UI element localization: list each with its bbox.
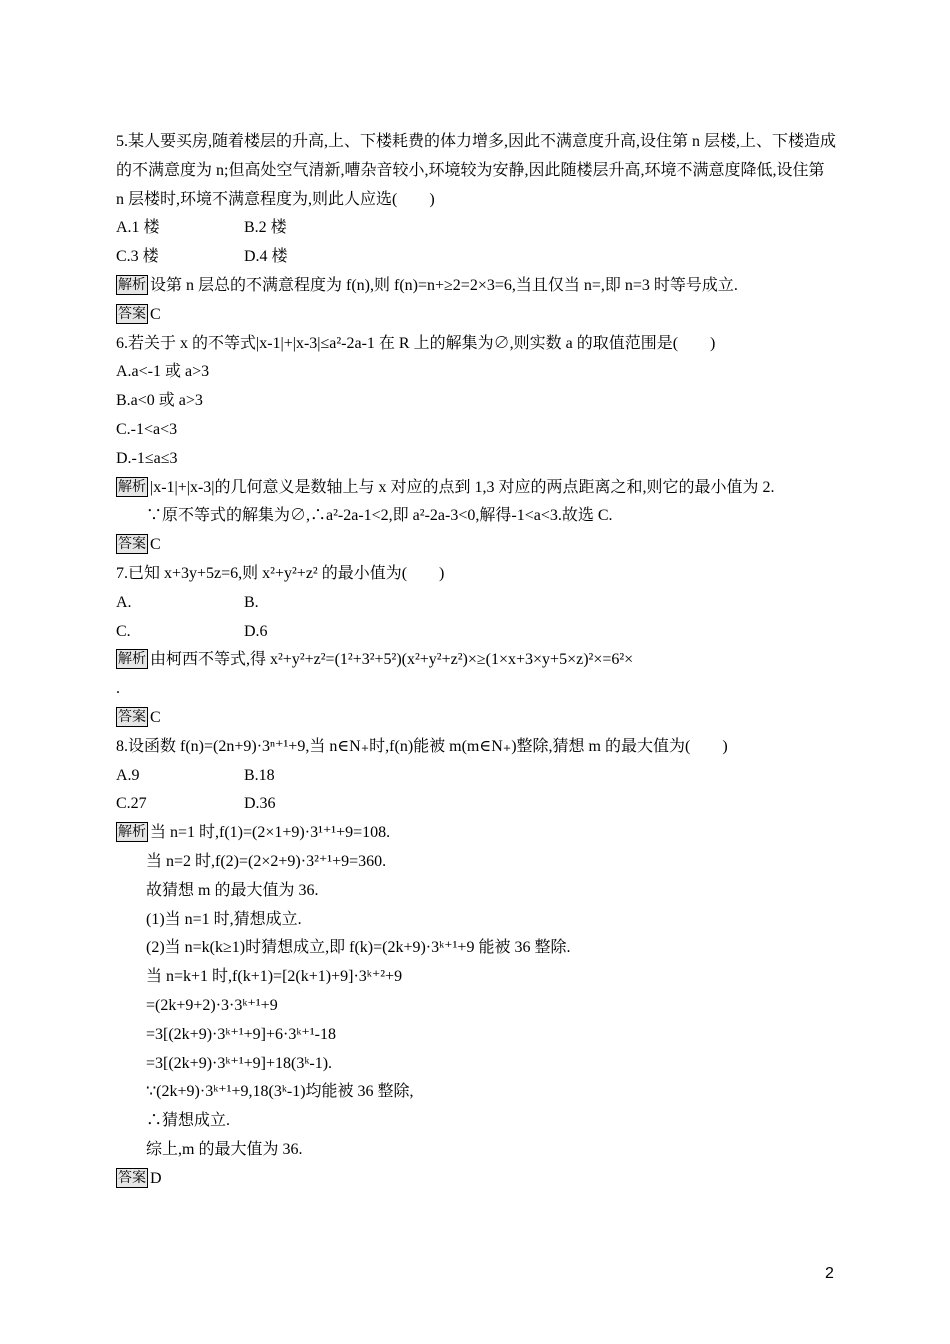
analysis-line: (1)当 n=1 时,猜想成立.	[146, 910, 302, 928]
answer-label: 答案	[118, 1169, 146, 1186]
answer-value: D	[150, 1169, 162, 1187]
option-b: B.	[244, 593, 259, 611]
option-c: C.3 楼	[116, 248, 159, 266]
analysis-line: 综上,m 的最大值为 36.	[146, 1140, 303, 1158]
analysis-line: (2)当 n=k(k≥1)时猜想成立,即 f(k)=(2k+9)·3ᵏ⁺¹+9 能被 36 整除.	[146, 939, 571, 957]
answer-label: 答案	[118, 708, 146, 725]
answer-label: 答案	[118, 305, 146, 322]
analysis-line: ∵(2k+9)·3ᵏ⁺¹+9,18(3ᵏ-1)均能被 36 整除,	[146, 1083, 414, 1101]
question-7-options-row-1	[116, 589, 836, 618]
question-7-stem: 7.已知 x+3y+5z=6,则 x²+y²+z² 的最小值为( )	[116, 564, 445, 582]
option-d: D.6	[244, 622, 268, 640]
answer-label: 答案	[118, 536, 146, 553]
option-a: A.	[116, 593, 132, 611]
analysis-line: =(2k+9+2)·3·3ᵏ⁺¹+9	[146, 996, 278, 1014]
answer-value: C	[150, 305, 161, 323]
answer-value: C	[150, 536, 161, 554]
option-a: A.9	[116, 766, 140, 784]
analysis-label: 解析	[118, 651, 146, 668]
question-7-answer	[116, 704, 836, 733]
analysis-line: =3[(2k+9)·3ᵏ⁺¹+9]+6·3ᵏ⁺¹-18	[146, 1025, 336, 1043]
question-5-stem: 5.某人要买房,随着楼层的升高,上、下楼耗费的体力增多,因此不满意度升高,设住第 n 层楼,上、下楼造成的不满意度为 n;但高处空气清新,嘈杂音较小,环境较为安静,因此随楼层升高,环境不满意度降低,设住第 n 层楼时,环境不满意程度为,则此人应选( )	[116, 133, 837, 208]
question-5-answer	[116, 301, 836, 330]
question-6-analysis	[116, 474, 836, 503]
analysis-tail: .	[116, 680, 120, 698]
question-5-options-row-2	[116, 243, 836, 272]
question-6-stem: 6.若关于 x 的不等式|x-1|+|x-3|≤a²-2a-1 在 R 上的解集为∅,则实数 a 的取值范围是( )	[116, 334, 716, 352]
analysis-line: 当 n=2 时,f(2)=(2×2+9)·3²⁺¹+9=360.	[146, 852, 387, 870]
document-body	[116, 128, 836, 1193]
question-7-analysis	[116, 646, 836, 675]
analysis-label: 解析	[118, 824, 146, 841]
option-a: A.a<-1 或 a>3	[116, 363, 210, 381]
analysis-text: 当 n=1 时,f(1)=(2×1+9)·3¹⁺¹+9=108.	[150, 824, 391, 842]
analysis-line: 当 n=k+1 时,f(k+1)=[2(k+1)+9]·3ᵏ⁺²+9	[146, 968, 403, 986]
analysis-label: 解析	[118, 276, 146, 293]
question-8-options-row-1	[116, 762, 836, 791]
option-b: B.2 楼	[244, 219, 287, 237]
option-b: B.a<0 或 a>3	[116, 392, 203, 410]
analysis-text: 设第 n 层总的不满意程度为 f(n),则 f(n)=n+≥2=2×3=6,当且仅当 n=,即 n=3 时等号成立.	[150, 276, 738, 294]
option-c: C.27	[116, 795, 147, 813]
analysis-line: =3[(2k+9)·3ᵏ⁺¹+9]+18(3ᵏ-1).	[146, 1054, 333, 1072]
question-8-answer	[116, 1165, 836, 1194]
option-d: D.-1≤a≤3	[116, 449, 178, 467]
question-5-analysis	[116, 272, 836, 301]
analysis-label: 解析	[118, 478, 146, 495]
page-number: 2	[825, 1265, 834, 1282]
analysis-text: |x-1|+|x-3|的几何意义是数轴上与 x 对应的点到 1,3 对应的两点距离之和,则它的最小值为 2.	[150, 478, 775, 496]
analysis-text: 由柯西不等式,得 x²+y²+z²=(1²+3²+5²)(x²+y²+z²)×≥(1×x+3×y+5×z)²×=6²×	[150, 651, 634, 669]
answer-value: C	[150, 708, 161, 726]
question-8-analysis	[116, 819, 836, 848]
option-b: B.18	[244, 766, 275, 784]
question-8-options-row-2	[116, 790, 836, 819]
option-d: D.4 楼	[244, 248, 288, 266]
option-c: C.	[116, 622, 131, 640]
question-7-options-row-2	[116, 618, 836, 647]
option-a: A.1 楼	[116, 219, 160, 237]
analysis-line: 故猜想 m 的最大值为 36.	[146, 881, 319, 899]
question-8-stem: 8.设函数 f(n)=(2n+9)·3ⁿ⁺¹+9,当 n∈N₊时,f(n)能被 m(m∈N₊)整除,猜想 m 的最大值为( )	[116, 737, 728, 755]
analysis-line: ∵原不等式的解集为∅,∴a²-2a-1<2,即 a²-2a-3<0,解得-1<a<3.故选 C.	[146, 507, 613, 525]
option-c: C.-1<a<3	[116, 420, 178, 438]
question-6-answer	[116, 531, 836, 560]
analysis-line: ∴猜想成立.	[146, 1112, 231, 1130]
option-d: D.36	[244, 795, 276, 813]
question-5-options-row-1	[116, 214, 836, 243]
